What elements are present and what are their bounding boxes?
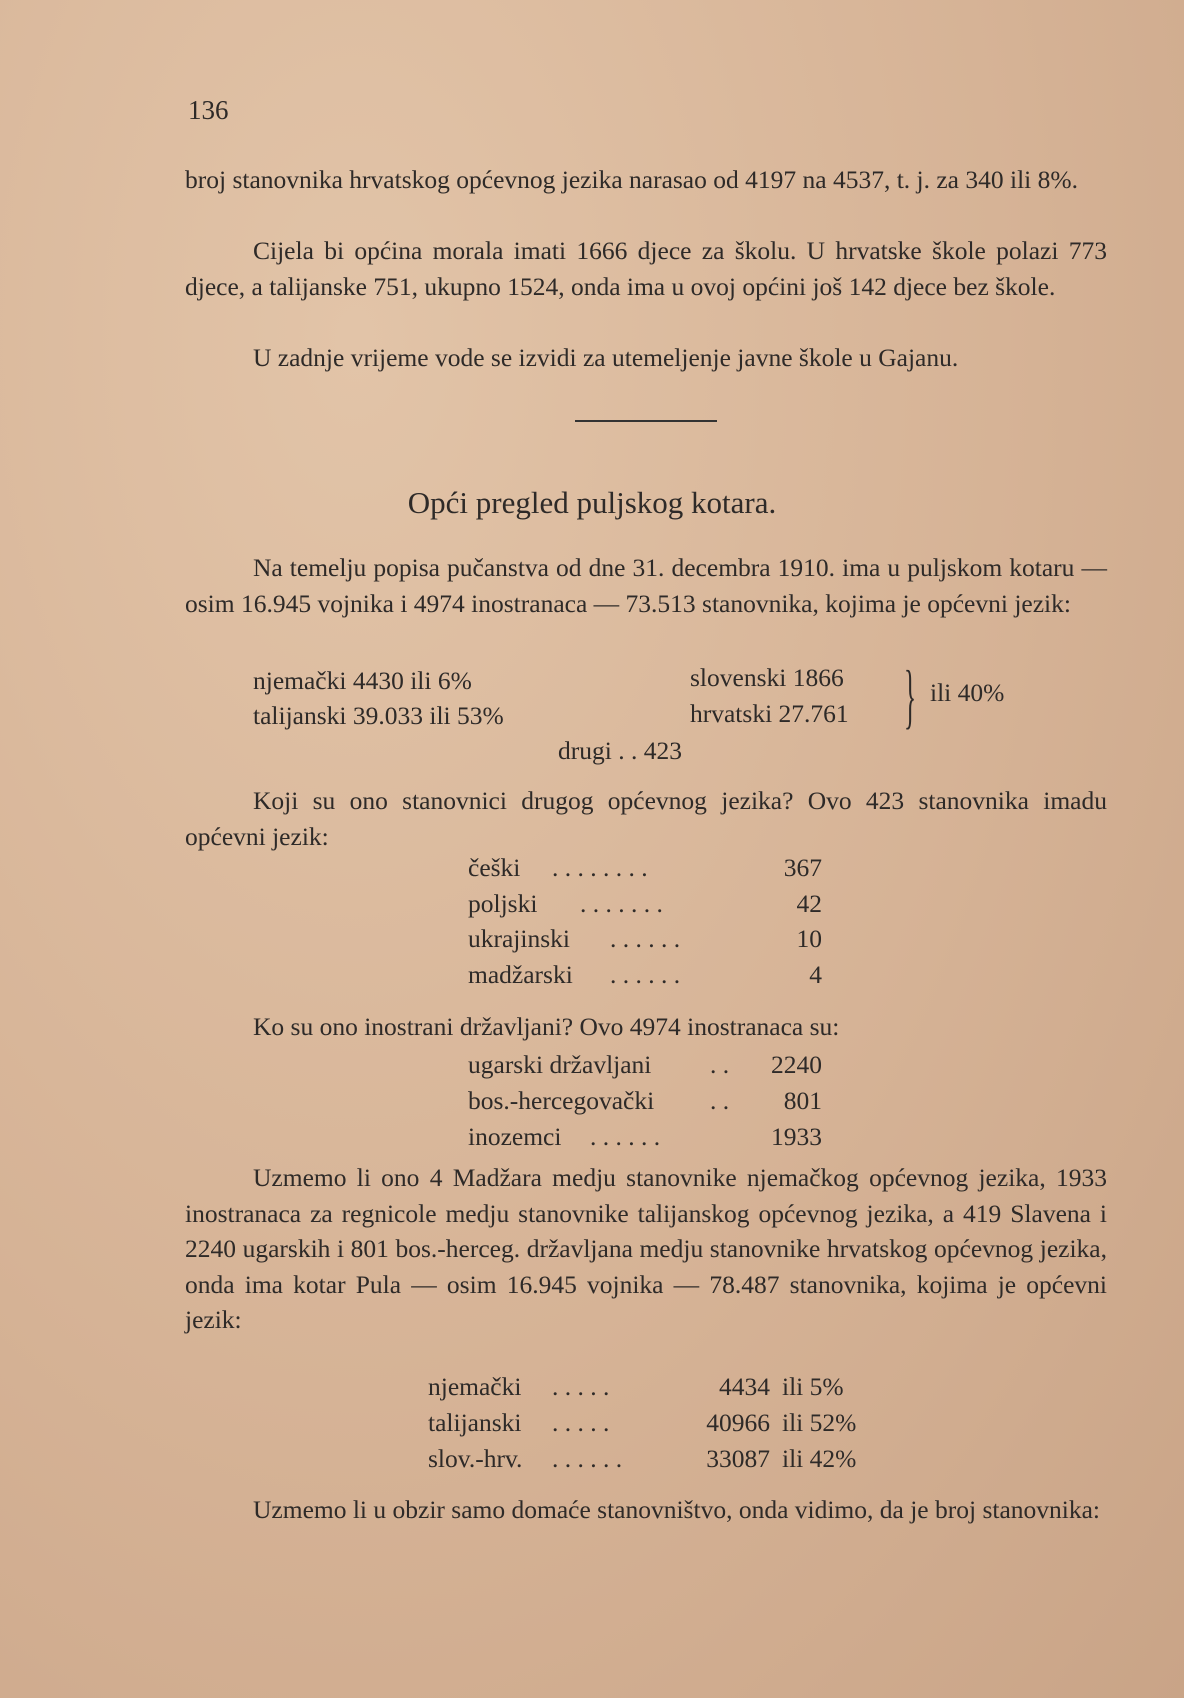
census-slovenski: slovenski 1866 bbox=[690, 663, 844, 692]
census-njemacki: njemački 4430 ili 6% bbox=[253, 666, 472, 695]
foreigner-name: inozemci bbox=[468, 1122, 562, 1151]
section-heading: Opći pregled puljskog kotara. bbox=[407, 485, 777, 520]
foreigner-value: 801 bbox=[783, 1086, 822, 1115]
lang-name: ukrajinski bbox=[468, 924, 570, 953]
paragraph-1: broj stanovnika hrvatskog općevnog jezika narasao od 4197 na 4537, t. j. za 340 ili 8%. bbox=[185, 165, 1078, 194]
foreigner-name: ugarski državljani bbox=[468, 1050, 652, 1079]
foreigner-dots: . . bbox=[710, 1050, 730, 1079]
paragraph-2: Cijela bi općina morala imati 1666 djece za školu. U hrvatske škole polazi 773 djece, a talijanske 751, ukupno 1524, onda ima u ovoj općini još 142 djece bez škole. bbox=[185, 236, 1107, 301]
paragraph-8: Uzmemo li u obzir samo domaće stanovništvo, onda vidimo, da je broj stanovnika: bbox=[253, 1495, 1101, 1524]
final-lang-value: 33087 bbox=[706, 1444, 770, 1473]
final-lang-value: 40966 bbox=[706, 1408, 770, 1437]
foreigner-dots: . . bbox=[710, 1086, 730, 1115]
lang-name: češki bbox=[468, 853, 521, 882]
final-lang-dots: . . . . . bbox=[552, 1408, 610, 1437]
paragraph-4: Na temelju popisa pučanstva od dne 31. decembra 1910. ima u puljskom kotaru — osim 16.945 vojnika i 4974 inostranaca — 73.513 stanovnika, kojima je općevni jezik: bbox=[185, 553, 1107, 618]
page-number: 136 bbox=[188, 95, 229, 125]
lang-value: 10 bbox=[796, 924, 822, 953]
final-lang-dots: . . . . . bbox=[552, 1372, 610, 1401]
brace-symbol: } bbox=[904, 656, 917, 736]
final-lang-pct: ili 42% bbox=[782, 1444, 857, 1473]
lang-dots: . . . . . . . bbox=[580, 889, 663, 918]
paragraph-3: U zadnje vrijeme vode se izvidi za utemeljenje javne škole u Gajanu. bbox=[253, 343, 959, 372]
final-lang-name: slov.-hrv. bbox=[428, 1444, 523, 1473]
lang-value: 42 bbox=[796, 889, 822, 918]
census-drugi: drugi . . 423 bbox=[558, 736, 682, 765]
foreigner-name: bos.-hercegovački bbox=[468, 1086, 655, 1115]
final-lang-name: njemački bbox=[428, 1372, 522, 1401]
foreigner-dots: . . . . . . bbox=[590, 1122, 661, 1151]
foreigner-value: 2240 bbox=[771, 1050, 822, 1079]
lang-dots: . . . . . . bbox=[610, 924, 681, 953]
paragraph-6: Ko su ono inostrani državljani? Ovo 4974 inostranaca su: bbox=[253, 1012, 840, 1041]
lang-value: 4 bbox=[809, 960, 822, 989]
paragraph-7: Uzmemo li ono 4 Madžara medju stanovnike njemačkog općevnog jezika, 1933 inostranaca za regnicole medju stanovnike talijanskog općevnog jezika, a 419 Slavena i 2240 ugarskih i 801 bos.-herceg. državljana medju stanovnike hrvatskog općevnog jezika, onda ima kotar Pula — osim 16.945 vojnika — 78.487 stanovnika, kojima je općevni jezik: bbox=[185, 1163, 1107, 1334]
foreigner-value: 1933 bbox=[771, 1122, 822, 1151]
final-lang-pct: ili 52% bbox=[782, 1408, 857, 1437]
paragraph-5: Koji su ono stanovnici drugog općevnog jezika? Ovo 423 stanovnika imadu općevni jezik: bbox=[185, 786, 1107, 851]
lang-dots: . . . . . . . . bbox=[552, 853, 648, 882]
final-lang-name: talijanski bbox=[428, 1408, 522, 1437]
final-lang-pct: ili 5% bbox=[782, 1372, 844, 1401]
lang-value: 367 bbox=[783, 853, 822, 882]
final-lang-value: 4434 bbox=[719, 1372, 770, 1401]
lang-name: poljski bbox=[468, 889, 538, 918]
census-hrvatski: hrvatski 27.761 bbox=[690, 699, 849, 728]
section-separator bbox=[575, 420, 717, 422]
census-talijanski: talijanski 39.033 ili 53% bbox=[253, 701, 504, 730]
lang-name: madžarski bbox=[468, 960, 573, 989]
final-lang-dots: . . . . . . bbox=[552, 1444, 623, 1473]
census-ili-40: ili 40% bbox=[930, 678, 1005, 707]
lang-dots: . . . . . . bbox=[610, 960, 681, 989]
